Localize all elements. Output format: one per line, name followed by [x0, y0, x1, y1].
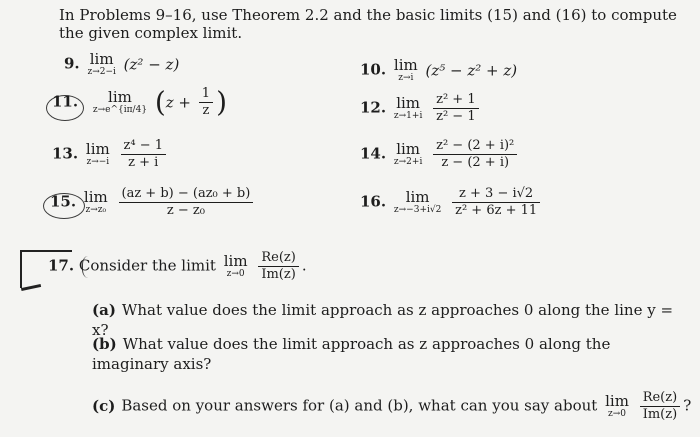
limit-operator: [394, 190, 441, 215]
lim-text: lim: [396, 140, 421, 158]
numerator: z² + 1: [433, 92, 479, 109]
fraction: [433, 92, 479, 125]
lim-text: lim: [405, 188, 430, 206]
problem-16: [360, 186, 543, 219]
lim-subscript: z→0: [226, 269, 245, 279]
problem-number: 12.: [360, 98, 387, 117]
question-mark: ?: [683, 396, 692, 415]
denominator: Im(z): [642, 407, 678, 422]
expression: (z² − z): [123, 55, 180, 74]
lim-text: lim: [223, 252, 248, 270]
limit-operator: [224, 254, 248, 279]
problem-number: 11.: [52, 92, 79, 111]
close-paren: ): [216, 85, 228, 119]
problem-15: [50, 186, 256, 219]
fraction: [433, 138, 517, 171]
part-text: Based on your answers for (a) and (b), what can you say about: [121, 396, 598, 415]
lim-subscript: z→2+i: [393, 157, 423, 167]
lim-subscript: z→−i: [86, 157, 110, 167]
expression: (z⁵ − z² + z): [425, 61, 518, 80]
problem-17b: [92, 334, 672, 374]
open-paren: (: [154, 85, 166, 119]
lim-subscript: z→z₀: [85, 205, 107, 215]
limit-operator: [84, 190, 108, 215]
part-label: (b): [92, 335, 117, 353]
problem-11: [52, 86, 227, 119]
lim-text: lim: [83, 188, 108, 206]
expression: z +: [165, 93, 192, 112]
numerator: 1: [199, 86, 213, 103]
limit-operator: [394, 96, 422, 121]
limit-operator: [93, 90, 147, 115]
problem-number: 13.: [52, 144, 79, 163]
fraction: [119, 186, 254, 219]
problem-number: 16.: [360, 192, 387, 211]
fraction: [640, 390, 680, 423]
denominator: z: [202, 103, 210, 118]
problem-13: [52, 138, 169, 171]
numerator: (az + b) − (az₀ + b): [119, 186, 254, 203]
problem-17: [48, 250, 307, 283]
problem-number: 9.: [64, 54, 80, 73]
part-label: (a): [92, 301, 116, 319]
period: .: [301, 256, 307, 275]
lim-text: lim: [393, 56, 418, 74]
lim-subscript: z→e^{iπ/4}: [92, 105, 148, 115]
limit-operator: [605, 394, 629, 419]
part-label: (c): [92, 396, 116, 415]
lim-text: lim: [89, 50, 114, 68]
denominator: z² − 1: [436, 109, 476, 124]
limit-operator: [394, 58, 418, 83]
part-text: What value does the limit approach as z approaches 0 along the imaginary axis?: [92, 335, 611, 373]
problem-10: [360, 58, 517, 83]
denominator: z + i: [128, 155, 159, 170]
denominator: z − z₀: [166, 203, 205, 218]
numerator: z + 3 − i√2: [452, 186, 540, 203]
fraction: [199, 86, 213, 119]
part-text: What value does the limit approach as z approaches 0 along the line y = x?: [92, 301, 674, 339]
lim-subscript: z→i: [398, 73, 414, 83]
limit-operator: [87, 52, 115, 77]
problem-12: [360, 92, 482, 125]
intro-text: In Problems 9–16, use Theorem 2.2 and the basic limits (15) and (16) to compute the given complex limit.: [59, 6, 677, 42]
problem-number: 15.: [50, 192, 77, 211]
fraction: [258, 250, 298, 283]
denominator: z − (2 + i): [441, 155, 510, 170]
lim-subscript: z→0: [608, 409, 627, 419]
lim-text: lim: [396, 94, 421, 112]
limit-operator: [86, 142, 110, 167]
lim-subscript: z→1+i: [393, 111, 423, 121]
lim-text: lim: [85, 140, 110, 158]
denominator: Im(z): [261, 267, 296, 282]
limit-operator: [394, 142, 422, 167]
numerator: Re(z): [258, 250, 298, 267]
problem-14: [360, 138, 520, 171]
numerator: Re(z): [640, 390, 680, 407]
fraction: [452, 186, 540, 219]
lim-text: lim: [108, 88, 132, 106]
lim-subscript: z→−3+i√2: [393, 205, 442, 215]
problem-9: [64, 52, 179, 77]
problem-17c: [92, 390, 691, 423]
problem-17-text: Consider the limit: [78, 256, 216, 275]
denominator: z² + 6z + 11: [455, 203, 538, 218]
problem-number: 10.: [360, 60, 387, 79]
lim-text: lim: [605, 392, 629, 410]
numerator: z⁴ − 1: [121, 138, 167, 155]
problem-number: 17.: [48, 256, 75, 275]
problem-number: 14.: [360, 144, 387, 163]
lim-subscript: z→2−i: [87, 67, 116, 77]
fraction: [121, 138, 167, 171]
numerator: z² − (2 + i)²: [433, 138, 517, 155]
